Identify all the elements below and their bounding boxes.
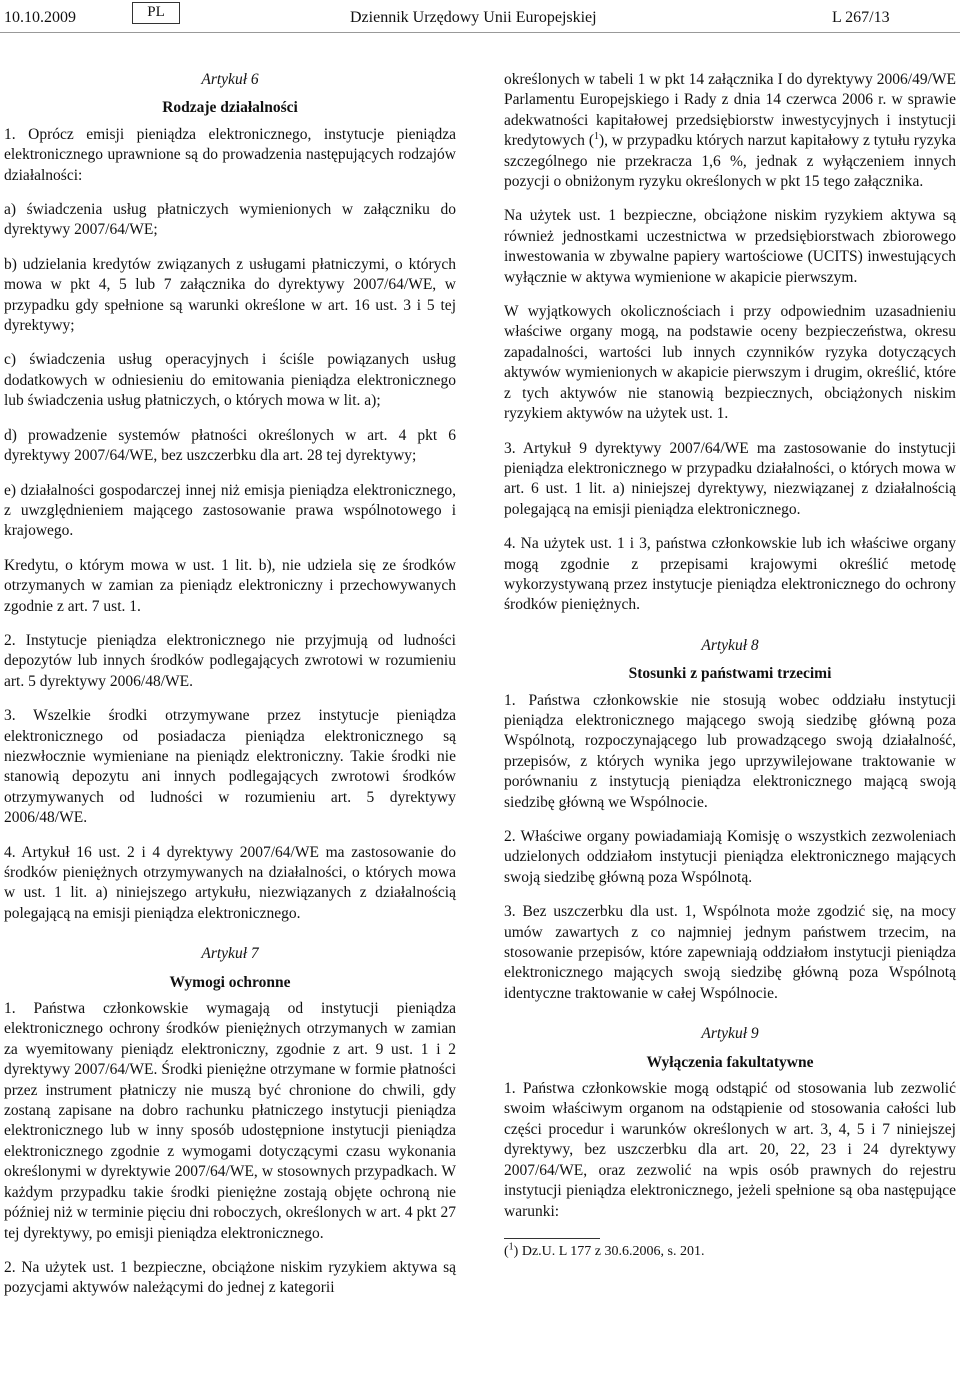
- article-7-title: Wymogi ochronne: [169, 973, 291, 991]
- page-number: L 267/13: [832, 9, 890, 26]
- paragraph: Na użytek ust. 1 bezpieczne, obciążone niskim ryzykiem aktywa są również jednostkami uczestnictwa w przedsiębiorstwach zbiorowego inwestowania w zbywalne papiery wartościowe (UCITS) inwestujących wyłącznie w aktywa wymienione w akapicie pierwszym.: [504, 207, 956, 286]
- article-6-number: Artykuł 6: [201, 71, 259, 88]
- journal-title: Dziennik Urzędowy Unii Europejskiej: [350, 9, 597, 26]
- article-7-number: Artykuł 7: [201, 945, 259, 963]
- list-item: d) prowadzenie systemów płatności określonych w art. 4 pkt 6 dyrektywy 2007/64/WE, bez uszczerbku dla art. 28 tej dyrektywy;: [4, 426, 456, 465]
- paragraph: 4. Artykuł 16 ust. 2 i 4 dyrektywy 2007/64/WE ma zastosowanie do środków pieniężnych otrzymywanych na działalności, o których mowa w ust. 1 lit. a) niniejszego artykułu, niezwiązanych z działalnością polegającą na emisji pieniądza elektronicznego.: [4, 843, 456, 922]
- paragraph: 3. Bez uszczerbku dla ust. 1, Wspólnota może zgodzić się, na mocy umów zawartych z co najmniej jednym państwem trzecim, na stosowanie przepisów, które zapewniają oddziałom instytucji pieniądza elektronicznego mających swoją siedzibę główną poza Wspólnotą identyczne traktowanie w całej Wspólnocie.: [504, 903, 956, 1002]
- paragraph: Kredytu, o którym mowa w ust. 1 lit. b), nie udziela się ze środków otrzymanych w zamian za pieniądz elektroniczny i przechowywanych zgodnie z art. 7 ust. 1.: [4, 556, 456, 615]
- article-8-title: Stosunki z państwami trzecimi: [628, 665, 832, 683]
- header-date: 10.10.2009: [4, 9, 76, 26]
- footnote: ($^1$) Dz.U. L 177 z 30.6.2006, s. 201.: [504, 1241, 705, 1259]
- list-item: e) działalności gospodarczej innej niż emisja pieniądza elektronicznego, z uwzględnieniem mającego zastosowanie prawa wspólnotowego i krajowego.: [4, 481, 456, 540]
- footnote-ref[interactable]: 1: [593, 131, 599, 143]
- paragraph: 2. Na użytek ust. 1 bezpieczne, obciążone niskim ryzykiem aktywa są pozycjami aktywów należącymi do jednej z kategorii: [4, 1258, 456, 1297]
- paragraph: 1. Państwa członkowskie nie stosują wobec oddziału instytucji pieniądza elektronicznego mającego swoją siedzibę główną poza Wspólnotą, rozpoczynającego lub prowadzącego swoją działalność, przepisów, z których wynika jego uprzywilejowane traktowanie w porównaniu z instytucją pieniądza elektronicznego mającą swoją siedzibę główną we Wspólnocie.: [504, 691, 956, 811]
- article-8-number: Artykuł 8: [701, 636, 759, 654]
- paragraph: 4. Na użytek ust. 1 i 3, państwa członkowskie lub ich właściwe organy mogą zgodnie z przepisami krajowymi określić metodę wykorzystywaną przez instytucje pieniądza elektronicznego do ochrony środków pieniężnych.: [504, 535, 956, 614]
- paragraph: 3. Artykuł 9 dyrektywy 2007/64/WE ma zastosowanie do instytucji pieniądza elektronicznego w przypadku działalności, o których mowa w art. 6 ust. 1 lit. a) niniejszej dyrektywy, niezwiązanej z działalnością polegającą na emisji pieniądza elektronicznego.: [504, 439, 956, 518]
- right-column: [504, 70, 956, 1261]
- paragraph: 1. Państwa członkowskie mogą odstąpić od stosowania lub zezwolić swoim właściwym organom na odstąpienie od stosowania całości lub części procedur i warunków określonych w art. 3, 4, 5 i 7 niniejszej dyrektywy, bez uszczerbku dla art. 20, 22, 23 i 24 dyrektywy 2007/64/WE, oraz zezwolić na wpis osób prawnych do rejestru instytucji pieniądza elektronicznego, jeżeli spełnione są oba następujące warunki:: [504, 1080, 956, 1220]
- page-header: [0, 0, 960, 38]
- list-item: c) świadczenia usług operacyjnych i ściśle powiązanych usług dodatkowych w odniesieniu do emitowania pieniądza elektronicznego lub świadczenia usług płatniczych, o których mowa w lit. a);: [4, 351, 456, 410]
- paragraph: W wyjątkowych okolicznościach i przy odpowiednim uzasadnieniu właściwe organy mogą, na podstawie oceny bezpieczeństwa, okresu zapadalności, wartości lub innych czynników ryzyka dotyczących aktywów wymienionych w akapicie pierwszym i drugim, określić, które z tych aktywów nie stanowią bezpiecznych, obciążonych niskim ryzykiem aktywów na użytek ust. 1.: [504, 303, 956, 423]
- left-column: [4, 70, 456, 1299]
- article-9-number: Artykuł 9: [701, 1025, 759, 1043]
- paragraph: 1. Oprócz emisji pieniądza elektronicznego, instytucje pieniądza elektronicznego uprawnione są do prowadzenia następujących rodzajów działalności:: [4, 125, 456, 184]
- article-6-title: Rodzaje działalności: [162, 99, 298, 117]
- paragraph: określonych w tabeli 1 w pkt 14 załącznika I do dyrektywy 2006/49/WE Parlamentu Europejskiego i Rady z dnia 14 czerwca 2006 r. w sprawie adekwatności kapitałowej przedsiębiorstw inwestycyjnych i instytucji kredytowych ($^1$), w przypadku których narzut kapitałowy z tytułu ryzyka szczególnego nie przekracza 1,6 %, jednak z wyłączeniem innych pozycji o obniżonym ryzyku określonych w pkt 15 tego załącznika.: [504, 71, 956, 191]
- footnote-number: 1: [508, 1241, 514, 1253]
- paragraph: 3. Wszelkie środki otrzymywane przez instytucje pieniądza elektronicznego od posiadacza pieniądza elektronicznego są niezwłocznie wymieniane na pieniądz elektroniczny. Takie środki nie stanowią depozytu ani innych podlegających zwrotowi środków otrzymywanych od ludności w rozumieniu art. 5 dyrektywy 2006/48/WE.: [4, 707, 456, 827]
- paragraph: 2. Instytucje pieniądza elektronicznego nie przyjmują od ludności depozytów lub innych środków podlegających zwrotowi w rozumieniu art. 5 dyrektywy 2006/48/WE.: [4, 631, 456, 690]
- language-badge: PL: [132, 2, 180, 24]
- list-item: a) świadczenia usług płatniczych wymienionych w załączniku do dyrektywy 2007/64/WE;: [4, 201, 456, 239]
- article-9-title: Wyłączenia fakultatywne: [646, 1053, 814, 1071]
- paragraph: 2. Właściwe organy powiadamiają Komisję o wszystkich zezwoleniach udzielonych oddziałom instytucji pieniądza elektronicznego mających swoją siedzibę główną poza Wspólnotą.: [504, 828, 956, 886]
- list-item: b) udzielania kredytów związanych z usługami płatniczymi, o których mowa w pkt 4, 5 lub 7 załącznika do dyrektywy 2007/64/WE, w przypadku gdy spełnione są warunki określone w art. 16 ust. 3 i 5 tej dyrektywy;: [4, 255, 456, 335]
- footnote-divider: [504, 1238, 600, 1239]
- header-divider: [0, 32, 960, 33]
- paragraph: 1. Państwa członkowskie wymagają od instytucji pieniądza elektronicznego ochrony środków pieniężnych otrzymanych w zamian za wyemitowany pieniądz elektroniczny, zgodnie z art. 9 ust. 1 i 2 dyrektywy 2007/64/WE. Środki pieniężne otrzymane w formie płatności przez instrument płatniczy nie muszą być chronione do chwili, gdy zostaną zapisane na dobro rachunku płatniczego instytucji pieniądza elektronicznego lub w inny sposób udostępnione instytucji pieniądza elektronicznego zgodnie z wymogami dotyczącymi czasu wykonania określonymi w dyrektywie 2007/64/WE, w stosownych przypadkach. W każdym przypadku takie środki pieniężne zostają objęte ochroną nie później niż w terminie pięciu dni roboczych, określonych w art. 4 pkt 27 tej dyrektywy, po emisji pieniądza elektronicznego.: [4, 1000, 456, 1242]
